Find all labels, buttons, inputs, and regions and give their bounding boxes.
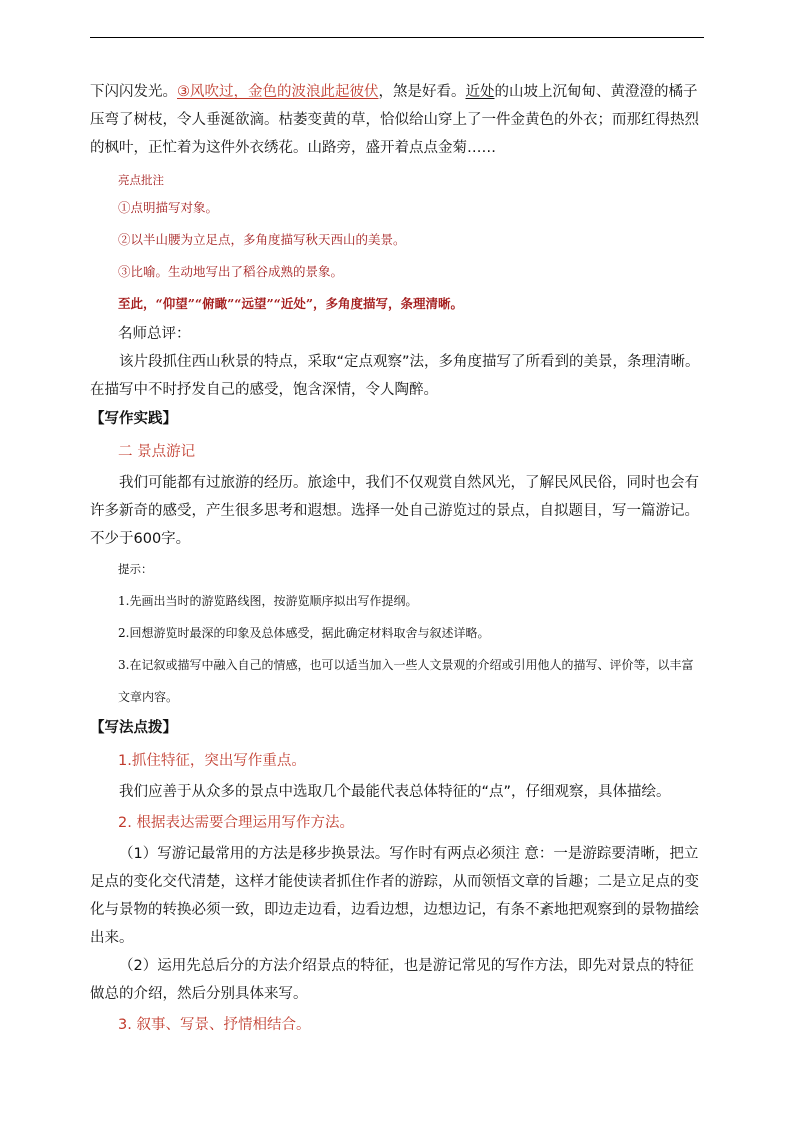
excerpt-paragraph [90,78,704,162]
hint-label: 提示： [118,562,153,576]
note-item: ③比喻。生动地写出了稻谷成熟的景象。 [118,264,344,279]
section-title-practice: 【写作实践】 [90,411,177,427]
annotated-phrase-3: ③风吹过，金色的波浪此起彼伏 [177,84,379,100]
highlight-notes [118,168,704,320]
note-summary: 至此，“仰望”“俯瞰”“远望”“近处”，多角度描写，条理清晰。 [118,296,464,311]
method-point-2-sub2: （2）运用先总后分的方法介绍景点的特征，也是游记常见的写作方法，即先对景点的特征做总的介绍，然后分别具体来写。 [90,958,694,1002]
practice-hints [118,553,704,713]
method-point-1: 1.抓住特征，突出写作重点。 [118,753,306,769]
practice-subtitle: 二 景点游记 [118,444,196,460]
method-point-2: 2. 根据表达需要合理运用写作方法。 [118,815,354,831]
note-item: ②以半山腰为立足点，多角度描写秋天西山的美景。 [118,232,406,247]
method-point-2-sub1: （1）写游记最常用的方法是移步换景法。写作时有两点必须注 意：一是游踪要清晰，把立足点的变化交代清楚，这样才能使读者抓住作者的游踪，从而领悟文章的旨趣；二是立足点的变化与景物的转换必须一致，即边走边看，边看边想，边想边记，有条不紊地把观察到的景物描绘出来。 [90,846,699,946]
header-rule [90,37,704,38]
hint-item: 1.先画出当时的游览路线图，按游览顺序拟出写作提纲。 [118,594,418,608]
practice-text: 我们可能都有过旅游的经历。旅途中，我们不仅观赏自然风光，了解民风民俗，同时也会有许多新奇的感受，产生很多思考和遐想。选择一处自己游览过的景点，自拟题目，写一篇游记。不少于600字。 [90,475,699,547]
excerpt-lead: 下闪闪发光。 [90,84,177,100]
teacher-comment-label: 名师总评： [118,326,191,342]
annotated-near: 近处 [465,84,495,100]
note-item: ①点明描写对象。 [118,200,219,215]
excerpt-mid: ，煞是好看。 [378,84,466,100]
hint-item: 2.回想游览时最深的印象及总体感受，据此确定材料取舍与叙述详略。 [118,626,490,640]
section-title-method: 【写法点拨】 [90,720,177,736]
excerpt-rest: 的山坡上沉甸甸、黄澄澄的橘子压弯了树枝，令人垂涎欲滴。枯萎变黄的草，恰似给山穿上了一件金黄色的外衣；而那红得热烈的枫叶，正忙着为这件外衣绣花。山路旁，盛开着点点金菊…… [90,84,699,156]
notes-heading: 亮点批注 [118,173,164,187]
page-content [90,78,704,1042]
method-point-1-text: 我们应善于从众多的景点中选取几个最能代表总体特征的“点”，仔细观察，具体描绘。 [119,784,671,800]
method-point-3: 3. 叙事、写景、抒情相结合。 [118,1017,311,1033]
hint-item: 3.在记叙或描写中融入自己的情感，也可以适当加入一些人文景观的介绍或引用他人的描写、评价等，以丰富文章内容。 [118,658,694,704]
teacher-comment-text: 该片段抓住西山秋景的特点，采取“定点观察”法，多角度描写了所看到的美景，条理清晰。在描写中不时抒发自己的感受，饱含深情，令人陶醉。 [90,354,700,398]
